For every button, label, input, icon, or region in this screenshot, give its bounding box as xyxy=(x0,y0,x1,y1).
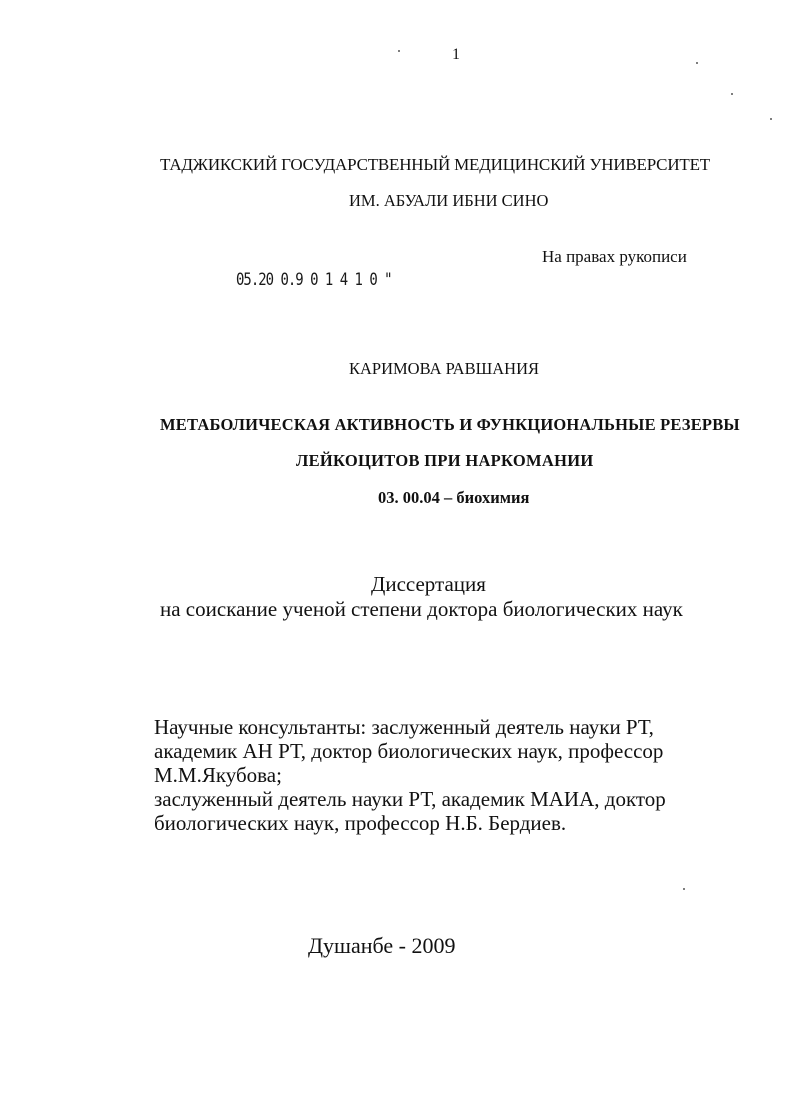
scientific-consultants xyxy=(154,715,666,835)
consultants-line: М.М.Якубова; xyxy=(154,763,282,787)
city-and-year: Душанбе - 2009 xyxy=(308,933,456,958)
thesis-title-line-1: МЕТАБОЛИЧЕСКАЯ АКТИВНОСТЬ И ФУНКЦИОНАЛЬНЫЕ РЕЗЕРВЫ xyxy=(160,415,740,434)
scan-speck xyxy=(398,50,400,52)
registry-number: 05.20 0.9 0 1 4 1 0 " xyxy=(236,270,392,290)
thesis-title-line-2: ЛЕЙКОЦИТОВ ПРИ НАРКОМАНИИ xyxy=(296,451,594,470)
scan-speck xyxy=(683,888,685,890)
scan-speck xyxy=(731,93,733,95)
document-type: Диссертация xyxy=(371,572,486,596)
consultants-line: биологических наук, профессор Н.Б. Бердиев. xyxy=(154,811,567,835)
manuscript-rights-notice: На правах рукописи xyxy=(542,247,687,266)
university-name: ТАДЖИКСКИЙ ГОСУДАРСТВЕННЫЙ МЕДИЦИНСКИЙ УНИВЕРСИТЕТ xyxy=(160,155,710,174)
author-name: КАРИМОВА РАВШАНИЯ xyxy=(349,359,539,378)
specialty-code: 03. 00.04 – биохимия xyxy=(378,488,530,507)
consultants-line: академик АН РТ, доктор биологических наук, профессор xyxy=(154,739,664,763)
consultants-line: Научные консультанты: заслуженный деятель науки РТ, xyxy=(154,715,654,739)
scan-speck xyxy=(770,118,772,120)
consultants-line: заслуженный деятель науки РТ, академик МАИА, доктор xyxy=(154,787,666,811)
degree-statement: на соискание ученой степени доктора биологических наук xyxy=(160,597,683,621)
scan-speck xyxy=(696,62,698,64)
page-number: 1 xyxy=(452,46,460,63)
university-named-after: ИМ. АБУАЛИ ИБНИ СИНО xyxy=(349,191,549,210)
